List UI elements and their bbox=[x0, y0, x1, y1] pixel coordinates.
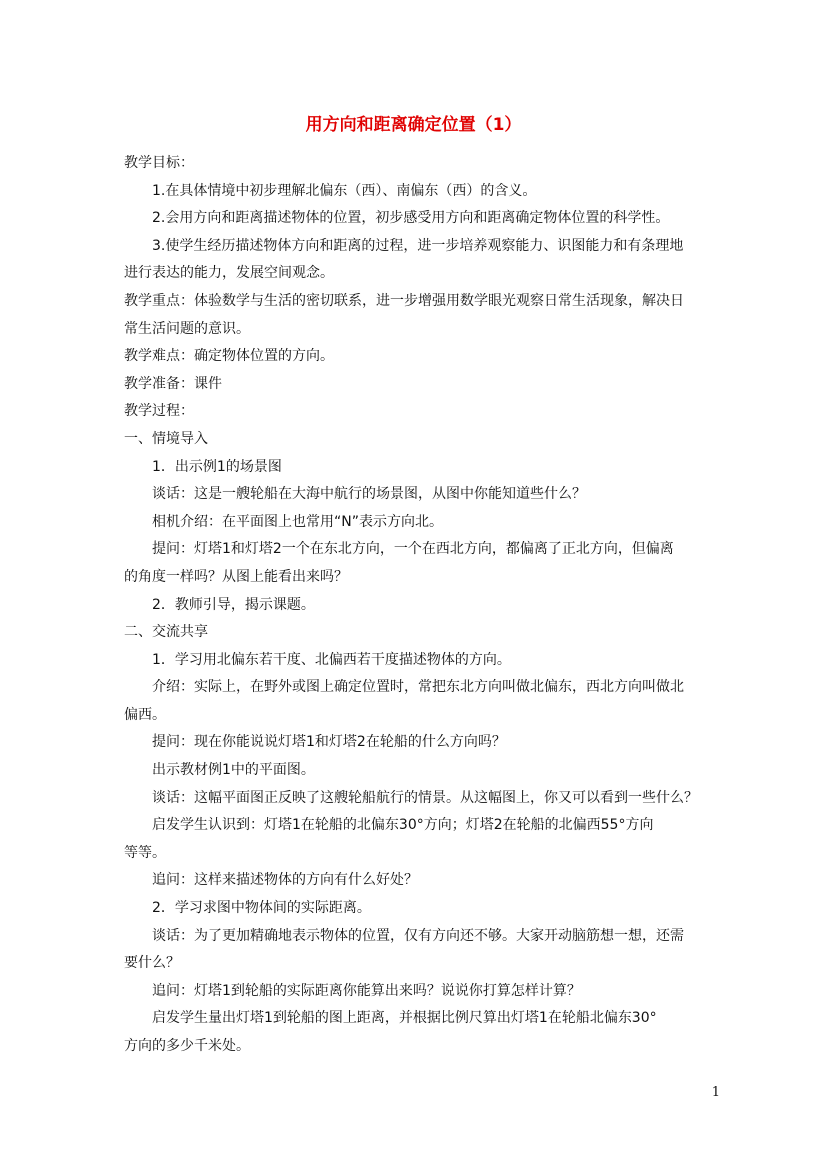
text-line: 1．学习用北偏东若干度、北偏西若干度描述物体的方向。 bbox=[152, 651, 511, 668]
text-line: 2.会用方向和距离描述物体的位置，初步感受用方向和距离确定物体位置的科学性。 bbox=[152, 210, 670, 227]
text-line: 介绍：实际上，在野外或图上确定位置时，常把东北方向叫做北偏东，西北方向叫做北 bbox=[152, 679, 684, 696]
text-line: 追问：这样来描述物体的方向有什么好处？ bbox=[152, 872, 418, 889]
document-title: 用方向和距离确定位置（1） bbox=[305, 115, 522, 135]
text-line: 相机介绍：在平面图上也常用“N”表示方向北。 bbox=[152, 513, 443, 530]
text-line: 偏西。 bbox=[124, 706, 166, 723]
document-body bbox=[124, 150, 724, 1061]
text-line: 常生活问题的意识。 bbox=[124, 320, 250, 337]
text-line: 教学目标： bbox=[124, 155, 194, 171]
text-line: 谈话：为了更加精确地表示物体的位置，仅有方向还不够。大家开动脑筋想一想，还需 bbox=[152, 927, 684, 944]
text-line: 教学重点：体验数学与生活的密切联系，进一步增强用数学眼光观察日常生活现象，解决日 bbox=[124, 292, 684, 309]
text-line: 教学难点：确定物体位置的方向。 bbox=[124, 348, 334, 365]
text-line: 的角度一样吗？从图上能看出来吗？ bbox=[124, 568, 348, 585]
text-line: 等等。 bbox=[124, 844, 166, 861]
text-line: 一、情境导入 bbox=[124, 430, 208, 447]
text-line: 1.在具体情境中初步理解北偏东（西）、南偏东（西）的含义。 bbox=[152, 182, 537, 199]
text-line: 启发学生认识到：灯塔1在轮船的北偏东30°方向；灯塔2在轮船的北偏西55°方向 bbox=[152, 817, 654, 834]
text-line: 3.使学生经历描述物体方向和距离的过程，进一步培养观察能力、识图能力和有条理地 bbox=[152, 237, 684, 254]
text-line: 提问：现在你能说说灯塔1和灯塔2在轮船的什么方向吗？ bbox=[152, 734, 506, 751]
text-line: 出示教材例1中的平面图。 bbox=[152, 762, 315, 779]
text-line: 2．学习求图中物体间的实际距离。 bbox=[152, 900, 371, 917]
text-line: 2．教师引导，揭示课题。 bbox=[152, 596, 315, 613]
text-line: 要什么？ bbox=[124, 955, 180, 972]
text-line: 教学过程： bbox=[124, 403, 194, 420]
page-number: 1 bbox=[711, 1085, 720, 1100]
text-line: 提问：灯塔1和灯塔2一个在东北方向，一个在西北方向，都偏离了正北方向，但偏离 bbox=[152, 541, 674, 558]
text-line: 二、交流共享 bbox=[124, 624, 208, 641]
text-line: 谈话：这幅平面图正反映了这艘轮船航行的情景。从这幅图上，你又可以看到一些什么？ bbox=[152, 789, 698, 806]
text-line: 进行表达的能力，发展空间观念。 bbox=[124, 265, 334, 282]
text-line: 追问：灯塔1到轮船的实际距离你能算出来吗？说说你打算怎样计算？ bbox=[152, 982, 581, 999]
text-line: 方向的多少千米处。 bbox=[124, 1038, 250, 1054]
text-line: 教学准备：课件 bbox=[124, 375, 222, 392]
text-line: 启发学生量出灯塔1到轮船的图上距离，并根据比例尺算出灯塔1在轮船北偏东30° bbox=[152, 1010, 657, 1027]
text-line: 谈话：这是一艘轮船在大海中航行的场景图，从图中你能知道些什么？ bbox=[152, 486, 586, 503]
text-line: 1．出示例1的场景图 bbox=[152, 458, 282, 475]
